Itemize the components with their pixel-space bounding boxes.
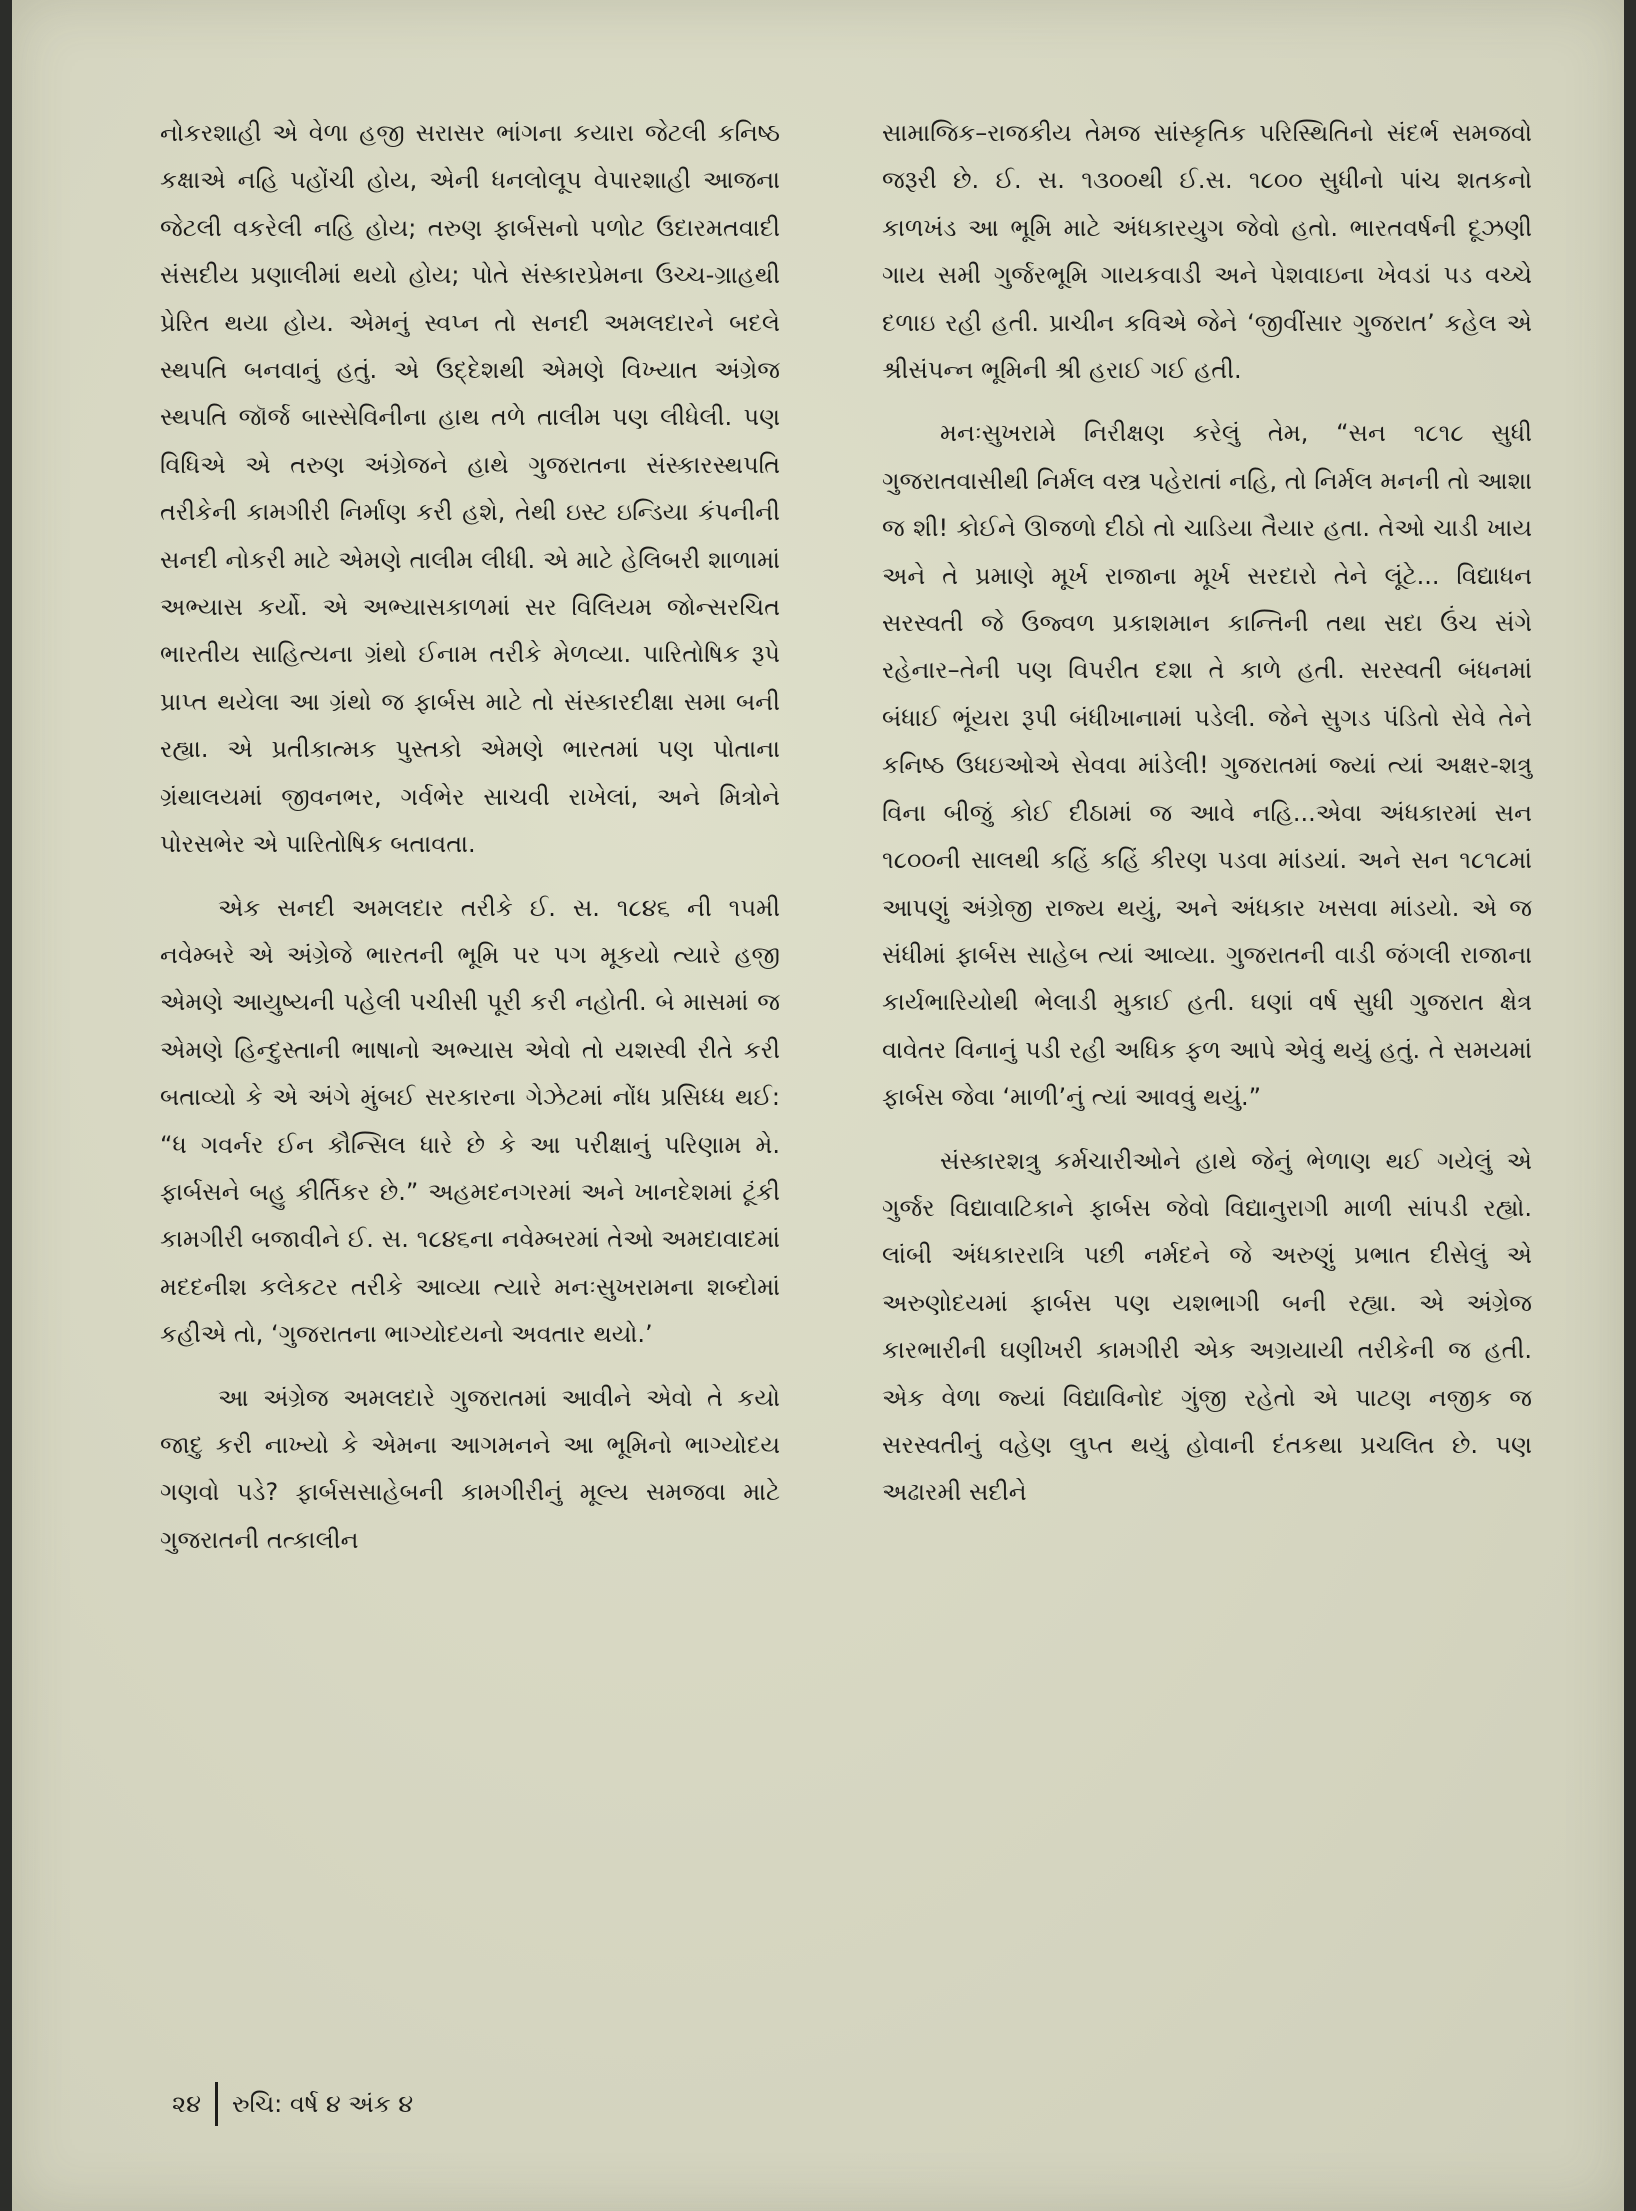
article-column-left	[160, 110, 780, 1564]
paragraph: આ અંગ્રેજ અમલદારે ગુજરાતમાં આવીને એવો તે કયો જાદુ કરી નાખ્યો કે એમના આગમનને આ ભૂમિનો ભાગ્યોદય ગણવો પડે? ફાર્બસસાહેબની કામગીરીનું મૂલ્ય સમજવા માટે ગુજરાતની તત્કાલીન	[160, 1383, 780, 1554]
paragraph: મનઃસુખરામે નિરીક્ષણ કરેલું તેમ, “સન ૧૮૧૮ સુધી ગુજરાતવાસીથી નિર્મલ વસ્ત્ર પહેરાતાં નહિ, તો નિર્મલ મનની તો આશા જ શી! કોઈને ઊજળો દીઠો તો ચાડિયા તૈયાર હતા. તેઓ ચાડી ખાય અને તે પ્રમાણે મૂર્ખ રાજાના મૂર્ખ સરદારો તેને લૂંટે... વિદ્યાધન સરસ્વતી જે ઉજ્વળ પ્રકાશમાન કાન્તિની તથા સદા ઉંચ સંગે રહેનાર–તેની પણ વિપરીત દશા તે કાળે હતી. સરસ્વતી બંધનમાં બંધાઈ ભૂંયરા રૂપી બંધીખાનામાં પડેલી. જેને સુગડ પંડિતો સેવે તેને કનિષ્ઠ ઉધઇઓએ સેવવા માંડેલી! ગુજરાતમાં જ્યાં ત્યાં અક્ષર-શત્રુ વિના બીજું કોઈ દીઠામાં જ આવે નહિ...એવા અંધકારમાં સન ૧૮૦૦ની સાલથી કહિં કહિં કીરણ પડવા માંડયાં. અને સન ૧૮૧૮માં આપણું અંગ્રેજી રાજ્ય થયું, અને અંધકાર ખસવા માંડયો. એ જ સંધીમાં ફાર્બસ સાહેબ ત્યાં આવ્યા. ગુજરાતની વાડી જંગલી રાજાના કાર્યભારિયોથી ભેલાડી મુકાઈ હતી. ઘણાં વર્ષ સુધી ગુજરાત ક્ષેત્ર વાવેતર વિનાનું પડી રહી અધિક ફળ આપે એવું થયું હતું. તે સમયમાં ફાર્બસ જેવા ‘માળી’નું ત્યાં આવવું થયું.”	[882, 419, 1532, 1112]
footer-divider	[215, 2082, 218, 2126]
paragraph: સામાજિક–રાજકીય તેમજ સાંસ્કૃતિક પરિસ્થિતિનો સંદર્ભ સમજવો જરૂરી છે. ઈ. સ. ૧૩૦૦થી ઈ.સ. ૧૮૦૦ સુધીનો પાંચ શતકનો કાળખંડ આ ભૂમિ માટે અંધકારયુગ જેવો હતો. ભારતવર્ષની દૂઝણી ગાય સમી ગુર્જરભૂમિ ગાયકવાડી અને પેશવાઇના ખેવડાં પડ વચ્ચે દળાઇ રહી હતી. પ્રાચીન કવિએ જેને ‘જીવીંસાર ગુજરાત’ કહેલ એ શ્રીસંપન્ન ભૂમિની શ્રી હરાઈ ગઈ હતી.	[882, 119, 1532, 385]
paragraph: નોકરશાહી એ વેળા હજી સરાસર ભાંગના કયારા જેટલી કનિષ્ઠ કક્ષાએ નહિ પહોંચી હોય, એની ધનલોલૂપ વેપારશાહી આજના જેટલી વકરેલી નહિ હોય; તરુણ ફાર્બસનો પળોટ ઉદારમતવાદી સંસદીય પ્રણાલીમાં થયો હોય; પોતે સંસ્કારપ્રેમના ઉચ્ચ-ગ્રાહથી પ્રેરિત થયા હોય. એમનું સ્વપ્ન તો સનદી અમલદારને બદલે સ્થપતિ બનવાનું હતું. એ ઉદ્દેશથી એમણે વિખ્યાત અંગ્રેજ સ્થપતિ જૉર્જ બાસ્સેવિનીના હાથ તળે તાલીમ પણ લીધેલી. પણ વિધિએ એ તરુણ અંગ્રેજને હાથે ગુજરાતના સંસ્કારસ્થપતિ તરીકેની કામગીરી નિર્માણ કરી હશે, તેથી ઇસ્ટ ઇન્ડિયા કંપનીની સનદી નોકરી માટે એમણે તાલીમ લીધી. એ માટે હેલિબરી શાળામાં અભ્યાસ કર્યો. એ અભ્યાસકાળમાં સર વિલિયમ જોન્સરચિત ભારતીય સાહિત્યના ગ્રંથો ઈનામ તરીકે મેળવ્યા. પારિતોષિક રૂપે પ્રાપ્ત થયેલા આ ગ્રંથો જ ફાર્બસ માટે તો સંસ્કારદીક્ષા સમા બની રહ્યા. એ પ્રતીકાત્મક પુસ્તકો એમણે ભારતમાં પણ પોતાના ગ્રંથાલયમાં જીવનભર, ગર્વભેર સાચવી રાખેલાં, અને મિત્રોને પોરસભેર એ પારિતોષિક બતાવતા.	[160, 119, 780, 859]
page-number: ૨૪	[172, 2090, 201, 2118]
article-column-right	[882, 110, 1532, 1517]
magazine-page	[12, 0, 1624, 2211]
publication-info: રુચિ: વર્ષ ૪ અંક ૪	[231, 2090, 414, 2118]
paragraph: એક સનદી અમલદાર તરીકે ઈ. સ. ૧૮૪૬ ની ૧૫મી નવેમ્બરે એ અંગ્રેજે ભારતની ભૂમિ પર પગ મૂકયો ત્યારે હજી એમણે આયુષ્યની પહેલી પચીસી પૂરી કરી નહોતી. બે માસમાં જ એમણે હિન્દુસ્તાની ભાષાનો અભ્યાસ એવો તો યશસ્વી રીતે કરી બતાવ્યો કે એ અંગે મુંબઈ સરકારના ગેઝેટમાં નોંધ પ્રસિધ્ધ થઈ: “ધ ગવર્નર ઈન કૌન્સિલ ધારે છે કે આ પરીક્ષાનું પરિણામ મે. ફાર્બસને બહુ કીર્તિકર છે.” અહમદનગરમાં અને ખાનદેશમાં ટૂંકી કામગીરી બજાવીને ઈ. સ. ૧૮૪૬ના નવેમ્બરમાં તેઓ અમદાવાદમાં મદદનીશ કલેકટર તરીકે આવ્યા ત્યારે મનઃસુખરામના શબ્દોમાં કહીએ તો, ‘ગુજરાતના ભાગ્યોદયનો અવતાર થયો.’	[160, 893, 780, 1349]
paragraph: સંસ્કારશત્રુ કર્મચારીઓને હાથે જેનું ભેળાણ થઈ ગયેલું એ ગુર્જર વિદ્યાવાટિકાને ફાર્બસ જેવો વિદ્યાનુરાગી માળી સાંપડી રહ્યો. લાંબી અંધકારરાત્રિ પછી નર્મદને જે અરુણું પ્રભાત દીસેલું એ અરુણોદયમાં ફાર્બસ પણ યશભાગી બની રહ્યા. એ અંગ્રેજ કારભારીની ઘણીખરી કામગીરી એક અગ્રયાયી તરીકેની જ હતી. એક વેળા જ્યાં વિદ્યાવિનોદ ગુંજી રહેતો એ પાટણ નજીક જ સરસ્વતીનું વહેણ લુપ્ત થયું હોવાની દંતકથા પ્રચલિત છે. પણ અઢારમી સદીને	[882, 1146, 1532, 1507]
page-footer	[172, 2082, 413, 2126]
